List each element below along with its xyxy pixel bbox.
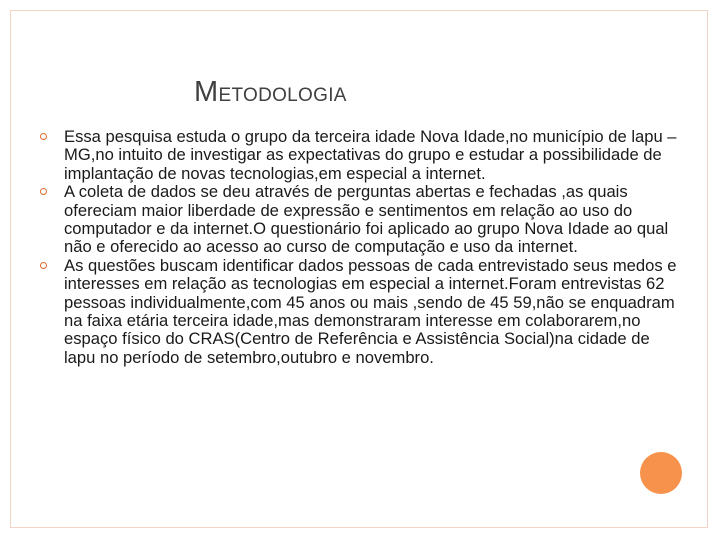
decorative-orange-circle xyxy=(640,452,682,494)
bullet-item xyxy=(38,257,678,367)
circle-bullet-icon xyxy=(40,262,47,269)
bullet-text: Essa pesquisa estuda o grupo da terceira idade Nova Idade,no município de lapu –MG,no intuito de investigar as expectativas do grupo e estudar a possibilidade de implantação de novas tecnologias,em especial a internet. xyxy=(64,127,677,183)
bullet-item xyxy=(38,183,678,257)
bullet-text: As questões buscam identificar dados pessoas de cada entrevistado seus medos e interesses em relação as tecnologias em especial a internet.Foram entrevistas 62 pessoas individualmente,com 45 anos ou mais ,sendo de 45 59,não se enquadram na faixa etária terceira idade,mas demonstraram interesse em colaborarem,no espaço físico do CRAS(Centro de Referência e Assistência Social)na cidade de lapu no período de setembro,outubro e novembro. xyxy=(64,255,677,367)
circle-bullet-icon xyxy=(40,188,47,195)
bullet-list xyxy=(38,128,678,367)
slide-title-rest: ETODOLOGIA xyxy=(218,85,347,106)
circle-bullet-icon xyxy=(40,133,47,140)
slide-title-initial: M xyxy=(194,76,219,108)
bullet-item xyxy=(38,128,678,183)
bullet-text: A coleta de dados se deu através de perguntas abertas e fechadas ,as quais ofereciam maior liberdade de expressão e sentimentos em relação ao uso do computador e da internet.O questionário foi aplicado ao grupo Nova Idade ao qual não e oferecido ao acesso ao curso de computação e uso da internet. xyxy=(64,182,669,257)
slide-title xyxy=(194,76,347,109)
